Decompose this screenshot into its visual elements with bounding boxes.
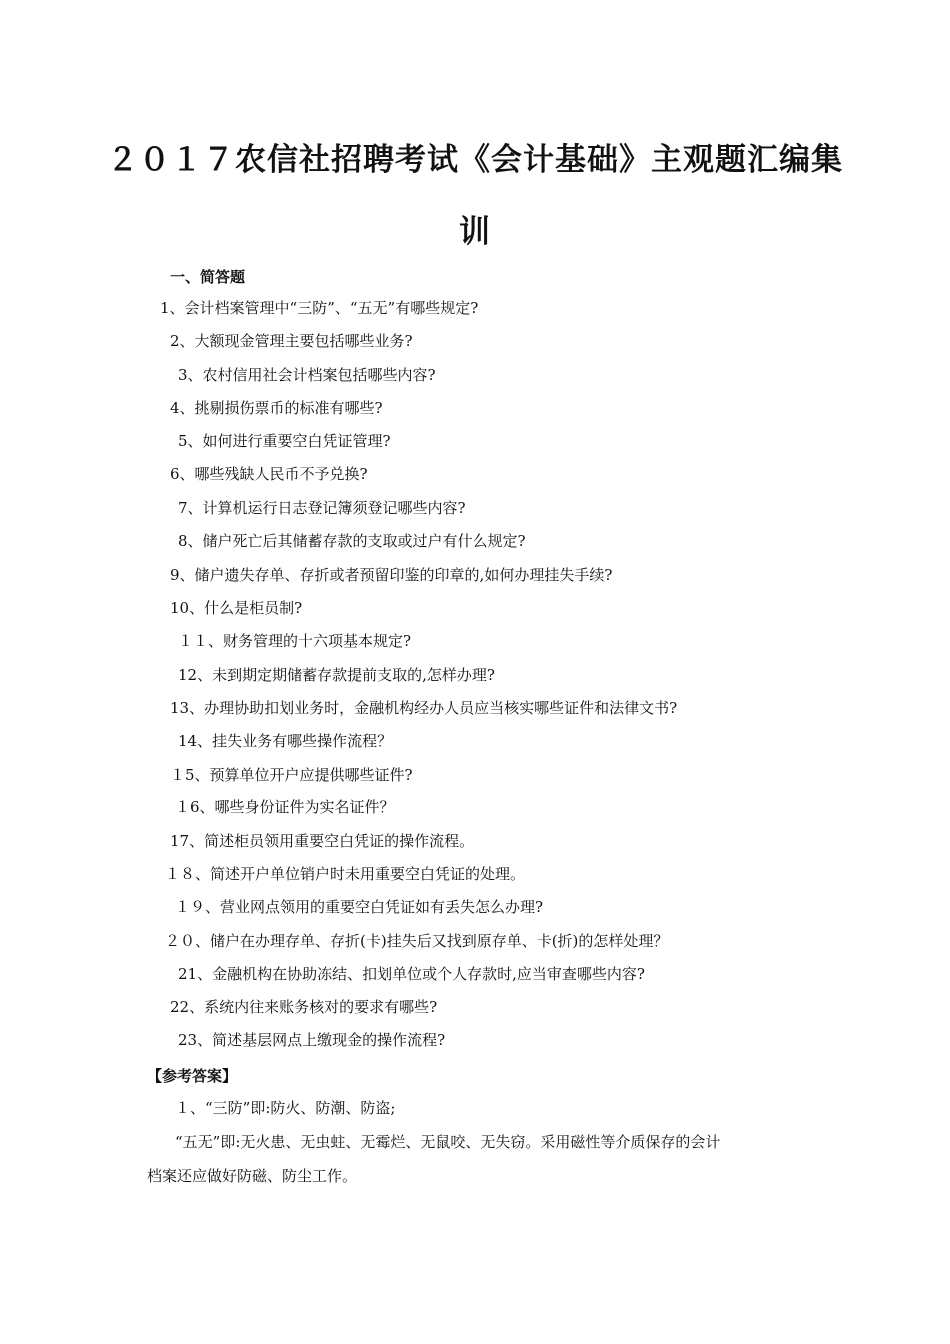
question-16: １6、哪些身份证件为实名证件？ bbox=[175, 798, 395, 816]
question-11: １１、财务管理的十六项基本规定? bbox=[178, 632, 412, 650]
question-5: 5、如何进行重要空白凭证管理? bbox=[178, 432, 391, 450]
question-9: 9、储户遗失存单、存折或者预留印鉴的印章的,如何办理挂失手续? bbox=[170, 566, 613, 584]
answer-line-3: 档案还应做好防磁、防尘工作。 bbox=[147, 1167, 358, 1185]
question-10: 10、什么是柜员制? bbox=[170, 599, 303, 617]
question-6: 6、哪些残缺人民币不予兑换? bbox=[170, 465, 368, 483]
question-22: 22、系统内往来账务核对的要求有哪些? bbox=[170, 998, 438, 1016]
question-23: 23、简述基层网点上缴现金的操作流程? bbox=[178, 1031, 446, 1049]
answer-line-2: “五无”即:无火患、无虫蛀、无霉烂、无鼠咬、无失窃。采用磁性等介质保存的会计 bbox=[175, 1133, 721, 1151]
question-7: 7、计算机运行日志登记簿须登记哪些内容? bbox=[178, 499, 466, 517]
question-8: 8、储户死亡后其储蓄存款的支取或过户有什么规定? bbox=[178, 532, 526, 550]
question-2: 2、大额现金管理主要包括哪些业务? bbox=[170, 332, 413, 350]
question-17: 17、简述柜员领用重要空白凭证的操作流程。 bbox=[170, 832, 475, 850]
question-1: 1、会计档案管理中“三防”、“五无”有哪些规定? bbox=[160, 299, 479, 317]
question-15: １5、预算单位开户应提供哪些证件? bbox=[170, 766, 413, 784]
question-19: １９、营业网点领用的重要空白凭证如有丢失怎么办理? bbox=[175, 898, 544, 916]
question-4: 4、挑剔损伤票币的标准有哪些? bbox=[170, 399, 383, 417]
question-20: ２０、储户在办理存单、存折(卡)挂失后又找到原存单、卡(折)的怎样处理？ bbox=[165, 932, 669, 950]
answer-line-1: １、“三防”即:防火、防潮、防盗; bbox=[175, 1099, 396, 1117]
document-title-line-1: ２０１７农信社招聘考试《会计基础》主观题汇编集 bbox=[107, 142, 843, 178]
answer-heading: 【参考答案】 bbox=[147, 1067, 238, 1085]
document-title-line-2: 训 bbox=[459, 214, 491, 250]
question-14: 14、挂失业务有哪些操作流程？ bbox=[178, 732, 393, 750]
question-18: １８、简述开户单位销户时未用重要空白凭证的处理。 bbox=[165, 865, 526, 883]
question-3: 3、农村信用社会计档案包括哪些内容? bbox=[178, 366, 436, 384]
question-12: 12、未到期定期储蓄存款提前支取的,怎样办理? bbox=[178, 666, 495, 684]
question-13: 13、办理协助扣划业务时，金融机构经办人员应当核实哪些证件和法律文书? bbox=[170, 699, 678, 717]
question-21: 21、金融机构在协助冻结、扣划单位或个人存款时,应当审查哪些内容? bbox=[178, 965, 645, 983]
section-heading: 一、简答题 bbox=[170, 268, 246, 286]
